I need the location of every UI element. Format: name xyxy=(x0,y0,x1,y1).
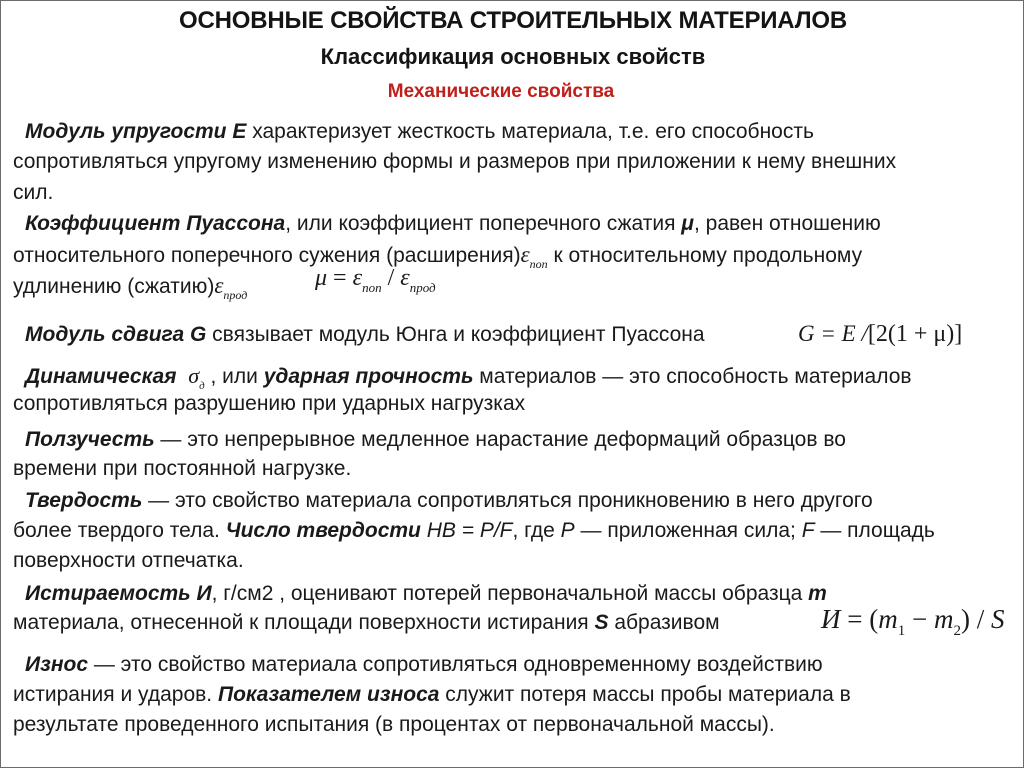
dynamic-term: Динамическая xyxy=(25,365,177,388)
poisson-line-1: Коэффициент Пуассона, или коэффициент поперечного сжатия μ, равен отношению xyxy=(25,212,881,235)
impact-strength-term: ударная прочность xyxy=(263,365,474,388)
mu-symbol: μ xyxy=(681,212,694,235)
modulus-line-2: сопротивляться упругому изменению формы и размеров при приложении к нему внешних xyxy=(13,150,897,173)
poisson-line-3: удлинению $(сжатию)\varepsilon_{прод}$ xyxy=(13,273,248,302)
page-subtitle: Классификация основных свойств xyxy=(320,44,706,69)
hardness-term: Твердость xyxy=(25,489,143,512)
abrasion-line-2: материала, отнесенной к площади поверхности истирания S абразивом xyxy=(13,611,720,634)
abrasion-line-1: Истираемость И, г/см2 , оценивают потерей первоначальной массы образца т xyxy=(25,582,827,605)
modulus-term: Модуль упругости Е xyxy=(25,120,247,143)
wear-term: Износ xyxy=(25,653,89,676)
wear-line-1: Износ — это свойство материала сопротивляться одновременному воздействию xyxy=(25,653,823,676)
dynamic-line-2: сопротивляться разрушению при ударных нагрузках xyxy=(13,392,526,415)
abrasion-term: Истираемость И xyxy=(25,582,212,605)
creep-line-2: времени при постоянной нагрузке. xyxy=(13,457,352,480)
modulus-line-3: сил. xyxy=(13,181,54,204)
wear-line-3: результате проведенного испытания (в процентах от первоначальной массы). xyxy=(13,713,775,736)
eps-pop-symbol: ε xyxy=(520,242,530,267)
shear-formula: G = E /[2(1 + μ)] xyxy=(798,321,963,347)
wear-line-2: истирания и ударов. Показателем износа служит потеря массы пробы материала в xyxy=(13,683,851,706)
shear-line-1: Модуль сдвига G связывает модуль Юнга и коэффициент Пуассона xyxy=(25,323,705,346)
abrasion-formula: $И = (m_1 - m_2) / S$ xyxy=(821,604,1005,639)
modulus-line-1: Модуль упругости Е характеризует жесткость материала, т.е. его способность xyxy=(25,120,814,143)
dynamic-line-1: Динамическая $\sigma_д$ , или ударная прочность материалов — это способность материалов xyxy=(25,363,912,392)
eps-prod-symbol: ε xyxy=(214,273,224,298)
page-title: ОСНОВНЫЕ СВОЙСТВА СТРОИТЕЛЬНЫХ МАТЕРИАЛОВ xyxy=(179,7,847,34)
creep-term: Ползучесть xyxy=(25,428,155,451)
wear-index-term: Показателем износа xyxy=(217,683,440,706)
sigma-symbol: σ xyxy=(188,363,200,388)
hardness-line-2: более твердого тела. Число твердости НВ = P/F, где Р — приложенная сила; F — площадь xyxy=(13,519,935,542)
poisson-term: Коэффициент Пуассона xyxy=(25,212,286,235)
poisson-line-2: относительного поперечного сужения $(расширения)\varepsilon_{поп}$ к относительному продольному xyxy=(13,242,863,271)
hb-formula: НВ = P/F xyxy=(420,519,513,542)
hardness-number-term: Число твердости xyxy=(225,519,421,542)
poisson-formula: $\mu = \varepsilon_{поп} / \varepsilon_{прод}$ xyxy=(315,265,436,295)
hardness-line-1: Твердость — это свойство материала сопротивляться проникновению в него другого xyxy=(25,489,873,512)
creep-line-1: Ползучесть — это непрерывное медленное нарастание деформаций образцов во xyxy=(25,428,846,451)
hardness-line-3: поверхности отпечатка. xyxy=(13,549,244,572)
section-heading: Механические свойства xyxy=(387,81,615,102)
shear-term: Модуль сдвига G xyxy=(25,323,207,346)
